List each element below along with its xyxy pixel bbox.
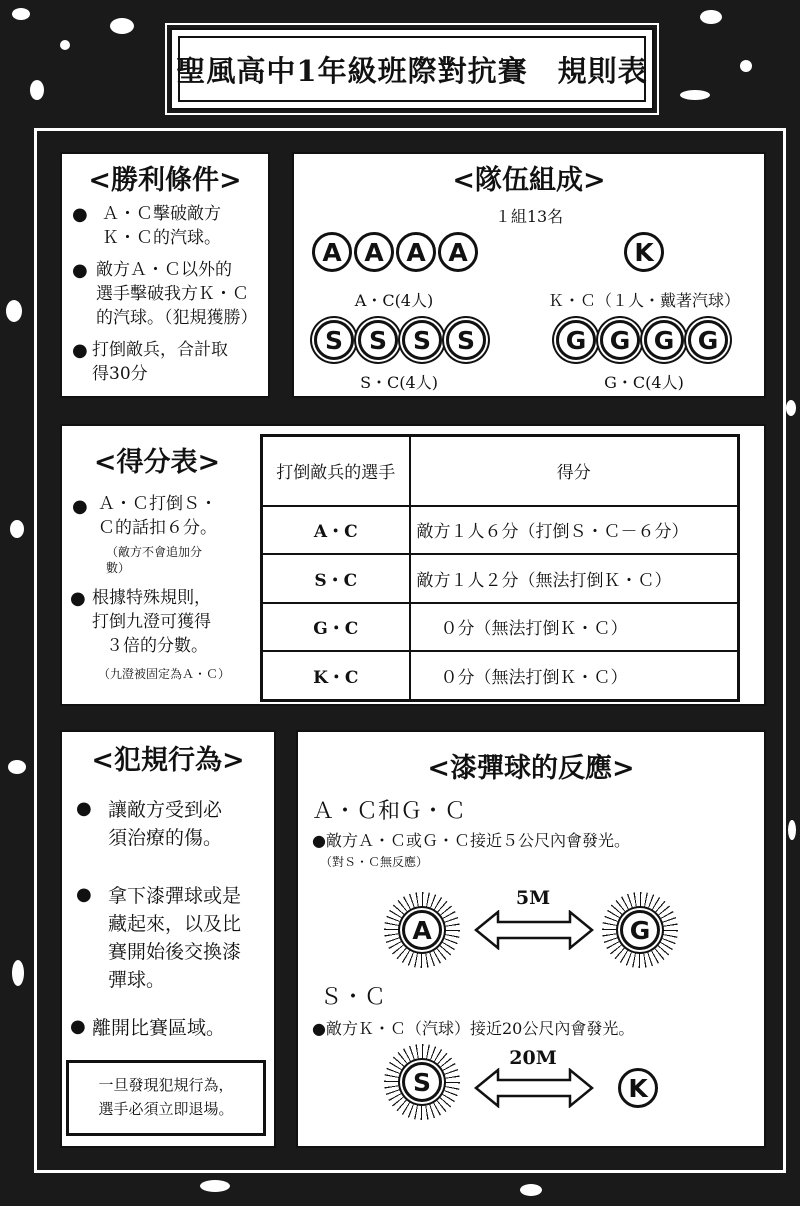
victory-line: Ｋ・Ｃ的汽球。 [102,228,221,248]
row-desc: ０分（無法打倒Ｋ・Ｃ） [410,651,739,700]
bullet-icon: ● [72,204,88,225]
bullet-icon: ● [76,884,92,905]
scoring-line: 打倒九澄可獲得 [92,612,211,632]
scoring-line: 根據特殊規則， [92,588,211,608]
row-code: S・C [262,554,410,603]
gc-icon: G [600,320,640,360]
double-arrow-icon [474,910,594,950]
glow-burst [384,892,460,968]
row-code: G・C [262,603,410,652]
section-note: （對Ｓ・Ｃ無反應） [320,855,429,869]
ac-icon: A [438,232,478,272]
scoring-note: 數） [106,561,131,575]
paint-splatter [60,40,70,50]
paint-splatter [680,90,710,100]
ac-icon: A [312,232,352,272]
sc-icon: S [402,1062,442,1102]
scoring-line: ３倍的分數。 [106,636,208,656]
distance-label: 5M [515,887,551,909]
paint-splatter [12,960,24,986]
bullet-icon: ● [72,496,88,517]
foul-line: 藏起來，以及比 [108,913,242,935]
bullet-icon: ● [70,588,86,609]
section-title: Ａ・Ｃ和Ｇ・Ｃ [312,799,467,824]
scoring-line: Ｃ的話扣６分。 [98,518,217,538]
ac-icon: A [396,232,436,272]
table-row [262,603,739,652]
paint-splatter [788,820,796,840]
distance-label: 20M [509,1047,557,1069]
gc-icon: G [644,320,684,360]
section-line: ●敵方Ａ・Ｃ或Ｇ・Ｃ接近５公尺內會發光。 [312,831,630,850]
scoring-note: （九澄被固定為Ａ・Ｃ） [98,667,231,681]
scoring-note: （敵方不會追加分 [106,545,203,559]
victory-line: 選手擊破我方Ｋ・Ｃ [96,284,249,304]
sc-icon: S [446,320,486,360]
row-code: K・C [262,651,410,700]
paint-splatter [786,400,796,416]
foul-line: 須治療的傷。 [108,827,223,849]
table-row [262,554,739,603]
glow-burst [384,1044,460,1120]
foul-note-box [66,1060,266,1136]
gc-icon: G [556,320,596,360]
foul-line: 讓敵方受到必 [108,799,223,821]
header-right: 得分 [410,436,739,506]
victory-panel [60,152,270,398]
foul-line: 彈球。 [108,969,166,991]
paint-splatter [12,8,30,20]
paint-splatter [30,80,44,100]
ac-caption: A・C(4人) [354,291,434,310]
score-table [260,434,740,702]
kc-icon: K [618,1068,658,1108]
victory-line: 敵方Ａ・Ｃ以外的 [96,260,232,280]
victory-heading: <勝利條件> [88,165,242,196]
foul-line: 拿下漆彈球或是 [108,885,242,907]
paint-splatter [700,10,722,24]
glow-burst [602,892,678,968]
row-desc: 敵方１人６分（打倒Ｓ・Ｃ－６分） [410,506,739,555]
page-title: 聖風高中1年級班際對抗賽 規則表 [178,36,646,102]
victory-line: 得30分 [92,364,148,384]
team-panel [292,152,766,398]
kc-caption: Ｋ・Ｃ（１人・戴著汽球） [547,291,740,310]
foul-line: 賽開始後交換漆 [108,941,242,963]
paint-splatter [8,760,26,774]
victory-line: 打倒敵兵，合計取 [92,340,228,360]
bullet-icon: ● [72,340,88,361]
bullet-icon: ● [76,798,92,819]
title-box [170,28,654,110]
paint-splatter [110,18,134,34]
double-arrow-icon [474,1068,594,1108]
sc-icon: S [358,320,398,360]
paint-splatter [6,300,22,322]
paint-splatter [520,1184,542,1196]
team-subtitle: １組13名 [494,207,564,226]
sc-caption: S・C(4人) [360,373,438,392]
victory-line: 的汽球。（犯規獲勝） [96,308,258,328]
sc-icon: S [402,320,442,360]
paint-splatter [200,1180,230,1192]
sc-icon: S [314,320,354,360]
row-desc: 敵方１人２分（無法打倒Ｋ・Ｃ） [410,554,739,603]
row-code: A・C [262,506,410,555]
ac-icon: A [402,910,442,950]
fouls-heading: <犯規行為> [91,745,245,776]
header-left: 打倒敵兵的選手 [262,436,410,506]
section-line: ●敵方Ｋ・Ｃ（汽球）接近20公尺內會發光。 [312,1019,635,1038]
gc-icon: G [688,320,728,360]
score-header-row [262,436,739,506]
gc-caption: G・C(4人) [604,373,684,392]
bullet-icon: ● [70,1016,86,1037]
victory-line: Ａ・Ｃ擊破敵方 [102,204,221,224]
gc-icon: G [620,910,660,950]
row-desc: ０分（無法打倒Ｋ・Ｃ） [410,603,739,652]
team-heading: <隊伍組成> [452,165,606,196]
section-title: Ｓ・Ｃ [320,985,387,1010]
foul-note: 選手必須立即退場。 [98,1100,234,1118]
bullet-icon: ● [72,260,88,281]
foul-note: 一旦發現犯規行為， [98,1076,234,1094]
paintball-panel [296,730,766,1148]
scoring-heading: <得分表> [93,447,221,478]
foul-line: 離開比賽區域。 [92,1017,226,1039]
table-row [262,651,739,700]
paintball-heading: <漆彈球的反應> [427,753,635,784]
paint-splatter [10,520,24,538]
paint-splatter [740,60,752,72]
scoring-line: Ａ・Ｃ打倒Ｓ・ [98,494,217,514]
kc-icon: K [624,232,664,272]
ac-icon: A [354,232,394,272]
table-row [262,506,739,555]
